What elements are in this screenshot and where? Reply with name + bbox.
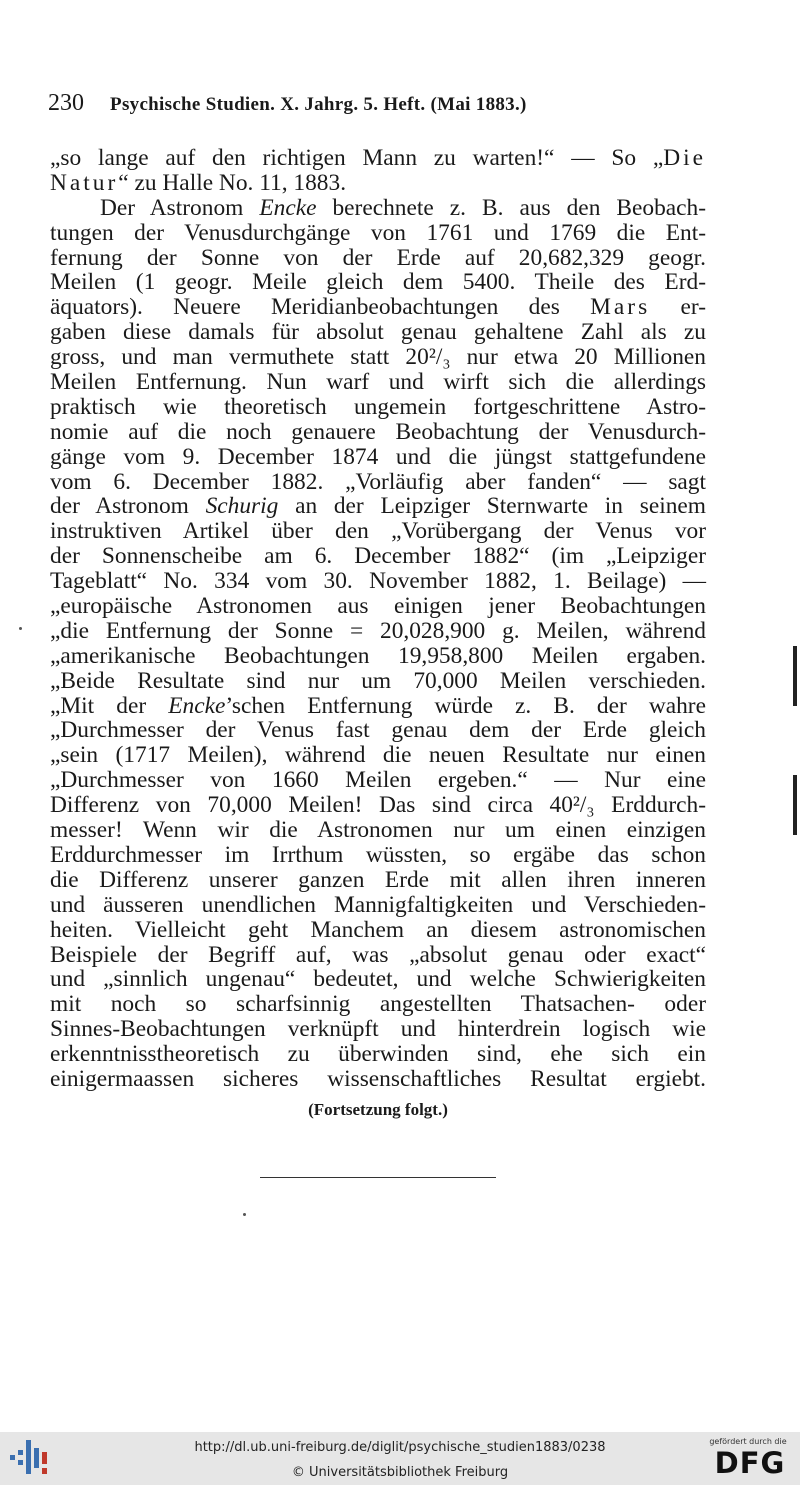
- ink-speck: [243, 1213, 246, 1216]
- text-line: Natur“ zu Halle No. 11, 1883.: [50, 169, 347, 196]
- dfg-tagline: gefördert durch die: [709, 1437, 787, 1446]
- text-line: heiten. Vielleicht geht Manchem an diesem astronomischen: [50, 916, 706, 943]
- ink-speck: [19, 627, 22, 630]
- text-line: und „sinnlich ungenau“ bedeutet, und welche Schwierigkeiten: [50, 966, 706, 993]
- text-line: tungen der Venusdurchgänge von 1761 und 1769 die Ent-: [50, 219, 706, 246]
- page-edge-mark: [793, 775, 797, 835]
- text-line: Sinnes-Beobachtungen verknüpft und hinterdrein logisch wie: [50, 1016, 706, 1043]
- text-line: Erddurchmesser im Irrthum wüssten, so ergäbe das schon: [50, 841, 706, 868]
- text-line: praktisch wie theoretisch ungemein fortgeschrittene Astro-: [50, 393, 706, 420]
- text-line: äquators). Neuere Meridianbeobachtungen des Mars er-: [50, 294, 706, 321]
- text-line: messer! Wenn wir die Astronomen nur um einen einzigen: [50, 817, 706, 844]
- text-line: der Astronom Schurig an der Leipziger Sternwarte in seinem: [50, 493, 706, 520]
- text-line: die Differenz unserer ganzen Erde mit allen ihren inneren: [50, 866, 706, 893]
- text-line: der Sonnenscheibe am 6. December 1882“ (im „Leipziger: [50, 543, 706, 570]
- text-line: Differenz von 70,000 Meilen! Das sind circa 40²/₃ Erddurch-: [50, 792, 706, 819]
- text-line: nomie auf die noch genauere Beobachtung der Venusdurch-: [50, 418, 706, 445]
- text-line: vom 6. December 1882. „Vorläufig aber fanden“ — sagt: [50, 468, 706, 495]
- text-line: instruktiven Artikel über den „Vorübergang der Venus vor: [50, 518, 706, 545]
- page-header: [48, 90, 708, 117]
- text-line: Der Astronom Encke berechnete z. B. aus den Beobach-: [100, 194, 707, 221]
- text-line: gänge vom 9. December 1874 und die jüngst stattgefundene: [50, 443, 706, 470]
- text-line: Beispiele der Begriff auf, was „absolut genau oder exact“: [50, 941, 706, 968]
- text-line: Meilen Entfernung. Nun warf und wirft sich die allerdings: [50, 369, 706, 396]
- text-line: „amerikanische Beobachtungen 19,958,800 Meilen ergaben.: [50, 642, 706, 669]
- text-line: „Beide Resultate sind nur um 70,000 Meilen verschieden.: [50, 667, 706, 694]
- source-url-link[interactable]: http://dl.ub.uni-freiburg.de/diglit/psychische_studien1883/0238: [194, 1440, 606, 1455]
- dfg-logo-icon[interactable]: DFG: [714, 1446, 786, 1480]
- text-line: gross, und man vermuthete statt 20²/₃ nur etwa 20 Millionen: [50, 344, 706, 371]
- text-line: „Durchmesser von 1660 Meilen ergeben.“ — Nur eine: [50, 767, 706, 794]
- page-edge-mark: [793, 646, 797, 706]
- page-number: 230: [48, 90, 84, 116]
- text-line: „die Entfernung der Sonne = 20,028,900 g. Meilen, während: [50, 617, 706, 644]
- text-line: gaben diese damals für absolut genau gehaltene Zahl als zu: [50, 319, 706, 346]
- text-line: erkenntnisstheoretisch zu überwinden sind, ehe sich ein: [50, 1041, 706, 1068]
- copyright-notice: © Universitätsbibliothek Freiburg: [291, 1465, 509, 1480]
- running-title: Psychische Studien. X. Jahrg. 5. Heft. (Mai 1883.): [110, 94, 527, 115]
- text-line: „sein (1717 Meilen), während die neuen Resultate nur einen: [50, 742, 706, 769]
- section-divider: [260, 1177, 496, 1178]
- text-line: Tageblatt“ No. 334 vom 30. November 1882, 1. Beilage) —: [50, 568, 706, 595]
- text-line: und äusseren unendlichen Mannigfaltigkeiten und Verschieden-: [50, 891, 706, 918]
- text-line: Meilen (1 geogr. Meile gleich dem 5400. Theile des Erd-: [50, 269, 706, 296]
- text-line: mit noch so scharfsinnig angestellten Thatsachen- oder: [50, 991, 706, 1018]
- text-line: „Mit der Encke’schen Entfernung würde z. B. der wahre: [50, 692, 706, 719]
- text-line: fernung der Sonne von der Erde auf 20,682,329 geogr.: [50, 244, 706, 271]
- text-line: „so lange auf den richtigen Mann zu warten!“ — So „Die: [50, 145, 706, 171]
- continuation-note: (Fortsetzung folgt.): [308, 1099, 448, 1119]
- text-line: „Durchmesser der Venus fast genau dem der Erde gleich: [50, 717, 706, 744]
- body-text: [50, 146, 706, 1123]
- text-line: „europäische Astronomen aus einigen jener Beobachtungen: [50, 593, 706, 620]
- text-line: einigermaassen sicheres wissenschaftliches Resultat ergiebt.: [50, 1065, 706, 1092]
